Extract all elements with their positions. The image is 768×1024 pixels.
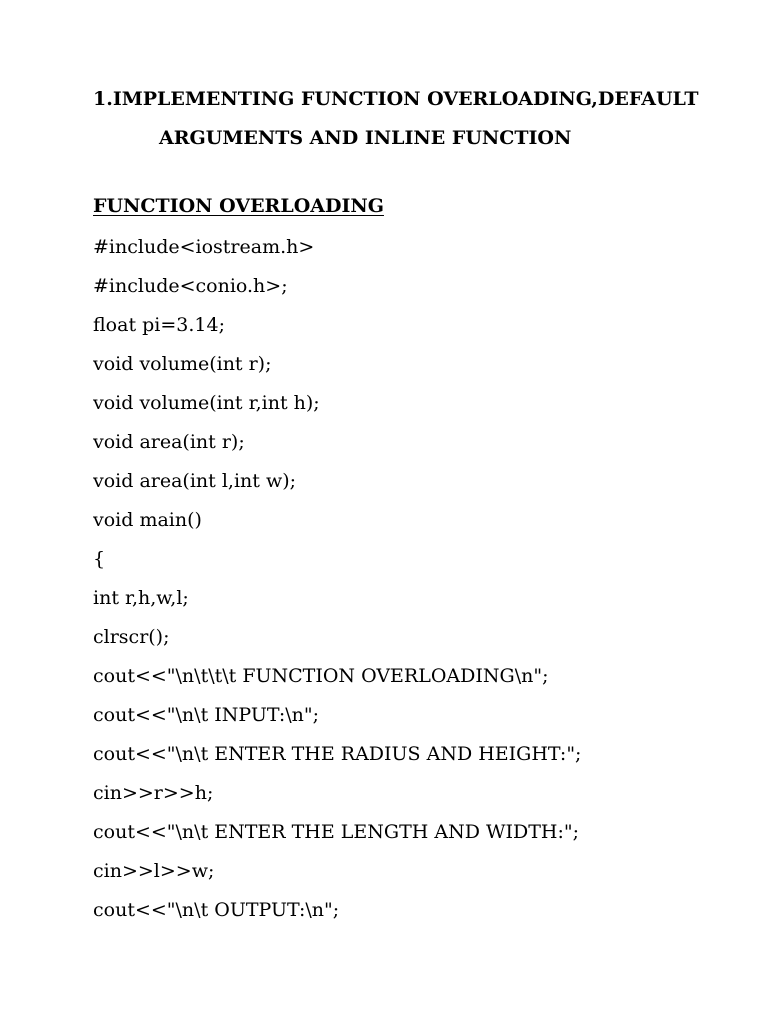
code-line: void main() [93, 509, 202, 531]
code-line: void area(int r); [93, 431, 245, 453]
code-line: void volume(int r); [93, 353, 272, 375]
code-line: #include<iostream.h> [93, 236, 315, 258]
document-heading-line-2: ARGUMENTS AND INLINE FUNCTION [159, 127, 572, 149]
code-line: int r,h,w,l; [93, 587, 189, 609]
code-line: cout<<"\n\t INPUT:\n"; [93, 704, 320, 726]
code-listing [93, 234, 733, 936]
code-line: float pi=3.14; [93, 314, 225, 336]
code-line: clrscr(); [93, 626, 170, 648]
code-line: void area(int l,int w); [93, 470, 297, 492]
code-line: cin>>l>>w; [93, 860, 215, 882]
code-line: cout<<"\n\t ENTER THE RADIUS AND HEIGHT:"; [93, 743, 582, 765]
code-line: cout<<"\n\t OUTPUT:\n"; [93, 899, 340, 921]
code-line: cout<<"\n\t\t\t FUNCTION OVERLOADING\n"; [93, 665, 549, 687]
code-line: cin>>r>>h; [93, 782, 214, 804]
document-heading-line-1: 1.IMPLEMENTING FUNCTION OVERLOADING,DEFAULT [93, 88, 699, 110]
code-line: #include<conio.h>; [93, 275, 288, 297]
code-line: { [93, 548, 106, 570]
section-title: FUNCTION OVERLOADING [93, 195, 384, 217]
code-line: void volume(int r,int h); [93, 392, 320, 414]
code-line: cout<<"\n\t ENTER THE LENGTH AND WIDTH:"; [93, 821, 580, 843]
